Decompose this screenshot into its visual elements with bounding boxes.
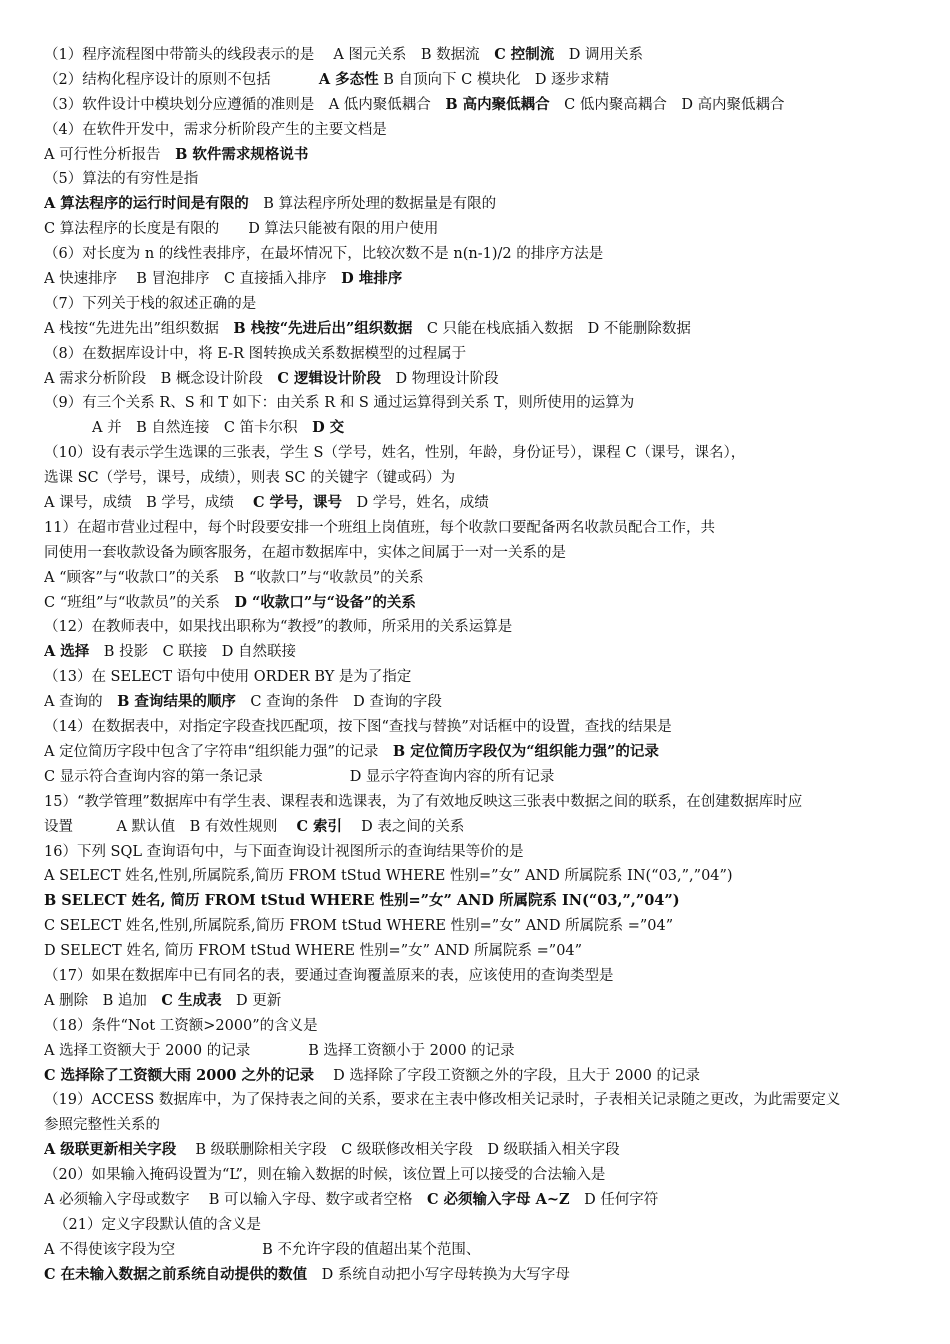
- line-text: （7）下列关于栈的叙述正确的是: [44, 295, 257, 312]
- line-text: A 不得使该字段为空 B 不允许字段的值超出某个范围、: [44, 1241, 481, 1258]
- line-text: 同使用一套收款设备为顾客服务，在超市数据库中，实体之间属于一对一关系的是: [44, 544, 566, 561]
- text-line: [44, 167, 922, 192]
- line-text: D 物理设计阶段: [380, 370, 499, 387]
- text-line: [44, 118, 922, 143]
- line-text: （8）在数据库设计中，将 E-R 图转换成关系数据模型的过程属于: [44, 345, 467, 362]
- text-line: [44, 591, 922, 616]
- line-text: D 更新: [221, 992, 282, 1009]
- line-text: A 必须输入字母或数字 B 可以输入字母、数字或者空格: [44, 1191, 427, 1208]
- text-line: [44, 541, 922, 566]
- text-line: [44, 815, 922, 840]
- answer-text: C 学号，课号: [252, 494, 343, 512]
- line-text: A 查询的: [44, 694, 118, 711]
- line-text: A 选择工资额大于 2000 的记录 B 选择工资额小于 2000 的记录: [44, 1042, 515, 1059]
- text-line: [44, 491, 922, 516]
- line-text: B 自顶向下 C 模块化 D 逐步求精: [378, 71, 610, 88]
- text-line: [44, 690, 922, 715]
- line-text: D 系统自动把小写字母转换为大写字母: [307, 1266, 570, 1283]
- text-line: [44, 1138, 922, 1163]
- line-text: B 级联删除相关字段 C 级联修改相关字段 D 级联插入相关字段: [176, 1142, 620, 1159]
- line-text: D 调用关系: [554, 47, 644, 63]
- answer-text: B 高内聚低耦合: [445, 95, 550, 113]
- answer-text: D “收款口”与“设备”的关系: [234, 593, 416, 611]
- line-text: A SELECT 姓名,性别,所属院系,简历 FROM tStud WHERE 性别=”女” AND 所属院系 IN(“03,”,”04”): [44, 868, 733, 885]
- line-text: B 投影 C 联接 D 自然联接: [89, 644, 297, 661]
- line-text: B 算法程序所处理的数据量是有限的: [248, 196, 497, 213]
- line-text: （14）在数据表中，对指定字段查找匹配项，按下图“查找与替换”对话框中的设置，查找的结果是: [44, 719, 672, 736]
- answer-text: A 多态性: [318, 70, 379, 88]
- text-line: [44, 864, 922, 889]
- line-text: （19）ACCESS 数据库中，为了保持表之间的关系，要求在主表中修改相关记录时，子表相关记录随之更改，为此需要定义: [44, 1092, 841, 1109]
- answer-text: B 软件需求规格说书: [175, 145, 309, 163]
- text-line: [44, 790, 922, 815]
- line-text: 设置 A 默认值 B 有效性规则: [44, 818, 297, 835]
- text-line: [44, 765, 922, 790]
- line-text: （5）算法的有穷性是指: [44, 171, 199, 188]
- text-line: [44, 367, 922, 392]
- answer-text: B 查询结果的顺序: [117, 693, 236, 711]
- text-line: [44, 217, 922, 242]
- answer-text: B SELECT 姓名, 简历 FROM tStud WHERE 性别=”女” AND 所属院系 IN(“03,”,”04”): [44, 892, 680, 910]
- answer-text: A 选择: [44, 643, 90, 661]
- line-text: A 删除 B 追加: [44, 992, 162, 1009]
- line-text: （2）结构化程序设计的原则不包括: [44, 71, 319, 88]
- text-line: [44, 989, 922, 1014]
- text-line: [44, 192, 922, 217]
- text-line: [44, 342, 922, 367]
- line-text: （6）对长度为 n 的线性表排序，在最坏情况下，比较次数不是 n(n-1)/2 的排序方法是: [44, 246, 604, 263]
- line-text: D 学号，姓名，成绩: [342, 495, 489, 512]
- line-text: （9）有三个关系 R、S 和 T 如下：由关系 R 和 S 通过运算得到关系 T，则所使用的运算为: [44, 395, 635, 412]
- line-text: D SELECT 姓名, 简历 FROM tStud WHERE 性别=”女” AND 所属院系 =”04”: [44, 943, 583, 960]
- line-text: （4）在软件开发中，需求分析阶段产生的主要文档是: [44, 121, 387, 138]
- line-text: A 课号，成绩 B 学号，成绩: [44, 495, 253, 512]
- text-line: [44, 391, 922, 416]
- answer-text: A 级联更新相关字段: [44, 1141, 177, 1159]
- line-text: A 栈按“先进先出”组织数据: [44, 320, 234, 337]
- line-text: （1）程序流程图中带箭头的线段表示的是 A 图元关系 B 数据流: [44, 47, 495, 63]
- text-line: [44, 267, 922, 292]
- text-line: [44, 914, 922, 939]
- line-text: C “班组”与“收款员”的关系: [44, 594, 235, 611]
- text-line: [44, 1163, 922, 1188]
- line-text: （21）定义字段默认值的含义是: [54, 1216, 261, 1233]
- line-text: （18）条件“Not 工资额>2000”的含义是: [44, 1017, 318, 1034]
- line-text: （12）在教师表中，如果找出职称为“教授”的教师，所采用的关系运算是: [44, 619, 513, 636]
- text-line: [44, 441, 922, 466]
- line-text: （13）在 SELECT 语句中使用 ORDER BY 是为了指定: [44, 669, 412, 686]
- text-line: [44, 43, 922, 68]
- answer-text: C 控制流: [494, 46, 555, 63]
- line-text: D 选择除了字段工资额之外的字段，且大于 2000 的记录: [314, 1067, 701, 1084]
- line-text: A “顾客”与“收款口”的关系 B “收款口”与“收款员”的关系: [44, 569, 424, 586]
- text-line: [44, 1213, 922, 1238]
- line-text: 参照完整性关系的: [44, 1117, 160, 1134]
- text-line: [44, 1014, 922, 1039]
- line-text: （20）如果输入掩码设置为“L”，则在输入数据的时候，该位置上可以接受的合法输入是: [44, 1167, 606, 1184]
- text-line: [44, 566, 922, 591]
- line-text: 11）在超市营业过程中，每个时段要安排一个班组上岗值班，每个收款口要配备两名收款员配合工作，共: [44, 519, 715, 536]
- text-line: [44, 416, 922, 441]
- answer-text: D 交: [312, 419, 345, 437]
- line-text: C SELECT 姓名,性别,所属院系,简历 FROM tStud WHERE 性别=”女” AND 所属院系 =”04”: [44, 918, 674, 935]
- text-line: [44, 317, 922, 342]
- text-line: [44, 93, 922, 118]
- text-line: [44, 715, 922, 740]
- text-line: [44, 840, 922, 865]
- line-text: C 显示符合查询内容的第一条记录 D 显示字符查询内容的所有记录: [44, 768, 555, 785]
- line-text: （17）如果在数据库中已有同名的表，要通过查询覆盖原来的表，应该使用的查询类型是: [44, 967, 614, 984]
- line-text: 选课 SC（学号，课号，成绩），则表 SC 的关键字（键或码）为: [44, 470, 456, 487]
- line-text: A 快速排序 B 冒泡排序 C 直接插入排序: [44, 271, 342, 288]
- answer-text: C 在未输入数据之前系统自动提供的数值: [44, 1265, 308, 1283]
- answer-text: A 算法程序的运行时间是有限的: [44, 195, 249, 213]
- answer-text: D 堆排序: [341, 270, 403, 288]
- text-line: [44, 68, 922, 93]
- text-line: [44, 640, 922, 665]
- answer-text: C 选择除了工资额大雨 2000 之外的记录: [44, 1066, 315, 1084]
- text-line: [44, 516, 922, 541]
- text-line: [44, 615, 922, 640]
- text-line: [44, 1088, 922, 1113]
- text-line: [44, 939, 922, 964]
- line-text: 16）下列 SQL 查询语句中，与下面查询设计视图所示的查询结果等价的是: [44, 843, 524, 860]
- answer-text: C 逻辑设计阶段: [277, 369, 381, 387]
- line-text: A 定位简历字段中包含了字符串“组织能力强”的记录: [44, 743, 393, 760]
- text-line: [44, 964, 922, 989]
- line-text: D 表之间的关系: [342, 818, 465, 835]
- line-text: A 需求分析阶段 B 概念设计阶段: [44, 370, 278, 387]
- text-line: [44, 1064, 922, 1089]
- text-line: [44, 242, 922, 267]
- text-line: [44, 1039, 922, 1064]
- text-line: [44, 1188, 922, 1213]
- answer-text: C 必须输入字母 A~Z: [426, 1190, 570, 1208]
- text-line: [44, 889, 922, 914]
- answer-text: B 定位简历字段仅为“组织能力强”的记录: [392, 742, 659, 760]
- text-line: [44, 1238, 922, 1263]
- answer-text: C 生成表: [161, 991, 222, 1009]
- text-line: [44, 143, 922, 168]
- line-text: C 算法程序的长度是有限的 D 算法只能被有限的用户使用: [44, 221, 439, 238]
- text-line: [44, 740, 922, 765]
- line-text: A 并 B 自然连接 C 笛卡尔积: [92, 420, 313, 437]
- line-text: C 低内聚高耦合 D 高内聚低耦合: [549, 96, 785, 113]
- answer-text: B 栈按“先进后出”组织数据: [233, 319, 413, 337]
- text-line: [44, 292, 922, 317]
- line-text: （3）软件设计中模块划分应遵循的准则是 A 低内聚低耦合: [44, 96, 446, 113]
- text-line: [44, 665, 922, 690]
- text-line: [44, 1263, 922, 1288]
- text-line: [44, 466, 922, 491]
- line-text: 15）“教学管理”数据库中有学生表、课程表和选课表，为了有效地反映这三张表中数据之间的联系，在创建数据库时应: [44, 793, 803, 810]
- line-text: （10）设有表示学生选课的三张表，学生 S（学号，姓名，性别，年龄，身份证号），课程 C（课号，课名），: [44, 445, 746, 462]
- line-text: D 任何字符: [569, 1191, 659, 1208]
- line-text: C 查询的条件 D 查询的字段: [235, 694, 442, 711]
- line-text: A 可行性分析报告: [44, 146, 176, 163]
- answer-text: C 索引: [296, 817, 343, 835]
- text-line: [44, 1113, 922, 1138]
- line-text: C 只能在栈底插入数据 D 不能删除数据: [412, 320, 691, 337]
